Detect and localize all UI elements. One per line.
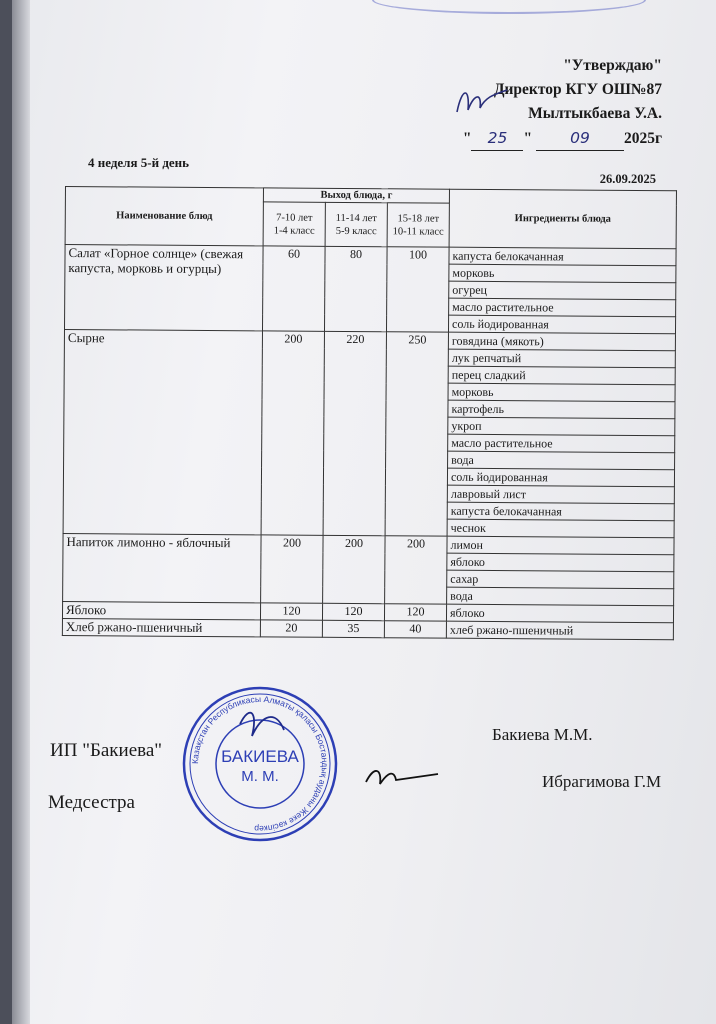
header-age-2: 11-14 лет 5-9 класс [325,202,387,246]
header-age-3: 15-18 лет 10-11 класс [387,203,449,247]
nurse-signature [362,762,442,792]
dish-name: Хлеб ржано-пшеничный [62,618,260,636]
approval-name: Мылтыкбаева У.А. [528,105,662,122]
document-date: 26.09.2025 [599,172,656,186]
nurse-label: Медсестра [48,792,135,813]
director-signature [452,82,512,122]
approval-day: 25 [471,126,523,151]
partial-stamp-arc [372,0,646,14]
dish-name: Салат «Горное солнце» (свежая капуста, морковь и огурцы) [64,245,263,331]
approval-month: 09 [536,126,624,151]
approval-year: 2025г [623,130,662,147]
signature-area [12,693,716,880]
dish-name: Сырне [63,330,262,535]
header-age-1: 7-10 лет 1-4 класс [263,202,325,246]
nurse-name: Ибрагимова Г.М [542,772,662,791]
approval-title: "Утверждаю" [563,57,662,74]
table-row: Салат «Горное солнце» (свежая капуста, морковь и огурцы) 60 80 100 капуста белокачанная [65,245,676,266]
header-dish: Наименование блюд [65,187,263,246]
table-row: Хлеб ржано-пшеничный 20 35 40 хлеб ржано-пшеничный [62,618,673,639]
stamp-center-initials: М. М. [241,768,279,785]
ip-label: ИП "Бакиева" [50,740,163,761]
table-row: Напиток лимонно - яблочный 200 200 200 лимон [63,533,674,554]
table-row: Яблоко 120 120 120 яблоко [62,601,673,622]
dish-name: Напиток лимонно - яблочный [63,533,261,602]
stamp-center-name: БАКИЕВА [221,747,299,766]
ip-name: Бакиева М.М. [492,725,593,744]
menu-table: Наименование блюд Выход блюда, г Ингредиенты блюда 7-10 лет 1-4 класс 11-14 лет 5-9 класс 15-18 лет 10-11 класс Салат «Горное солнце» (свежая капуста, морковь и огурцы) 60 80 100 капуста белокачанная морковь огурец масло растительное соль йодированная Сырне 200 220 250 говядина (мякоть) лук репчатый перец сладкий морковь картофель укроп масло растительное вода соль йодированная лавровый лист капуста белокачанная чеснок Напиток лимонно - яблочный 200 200 200 лимон яблоко сахар вода Яблоко 120 120 120 яблоко Хлеб ржано-пшеничный 20 35 40 хлеб ржано-пшеничный [62,186,677,640]
approval-date: " 25 " 09 2025г [463,126,662,151]
document-page [12,0,716,1024]
dish-name: Яблоко [62,601,260,619]
official-stamp [180,684,340,844]
approval-position: Директор КГУ ОШ№87 [493,81,662,98]
header-output: Выход блюда, г [263,188,449,203]
week-day-label: 4 неделя 5-й день [88,155,190,170]
stamp-ring-text: Казақстан Республикасы Алматы қаласы Бостандық ауданы Жеке кәсіпкер [189,693,331,835]
header-ingredients: Ингредиенты блюда [449,189,676,249]
table-row: Сырне 200 220 250 говядина (мякоть) [64,330,675,351]
